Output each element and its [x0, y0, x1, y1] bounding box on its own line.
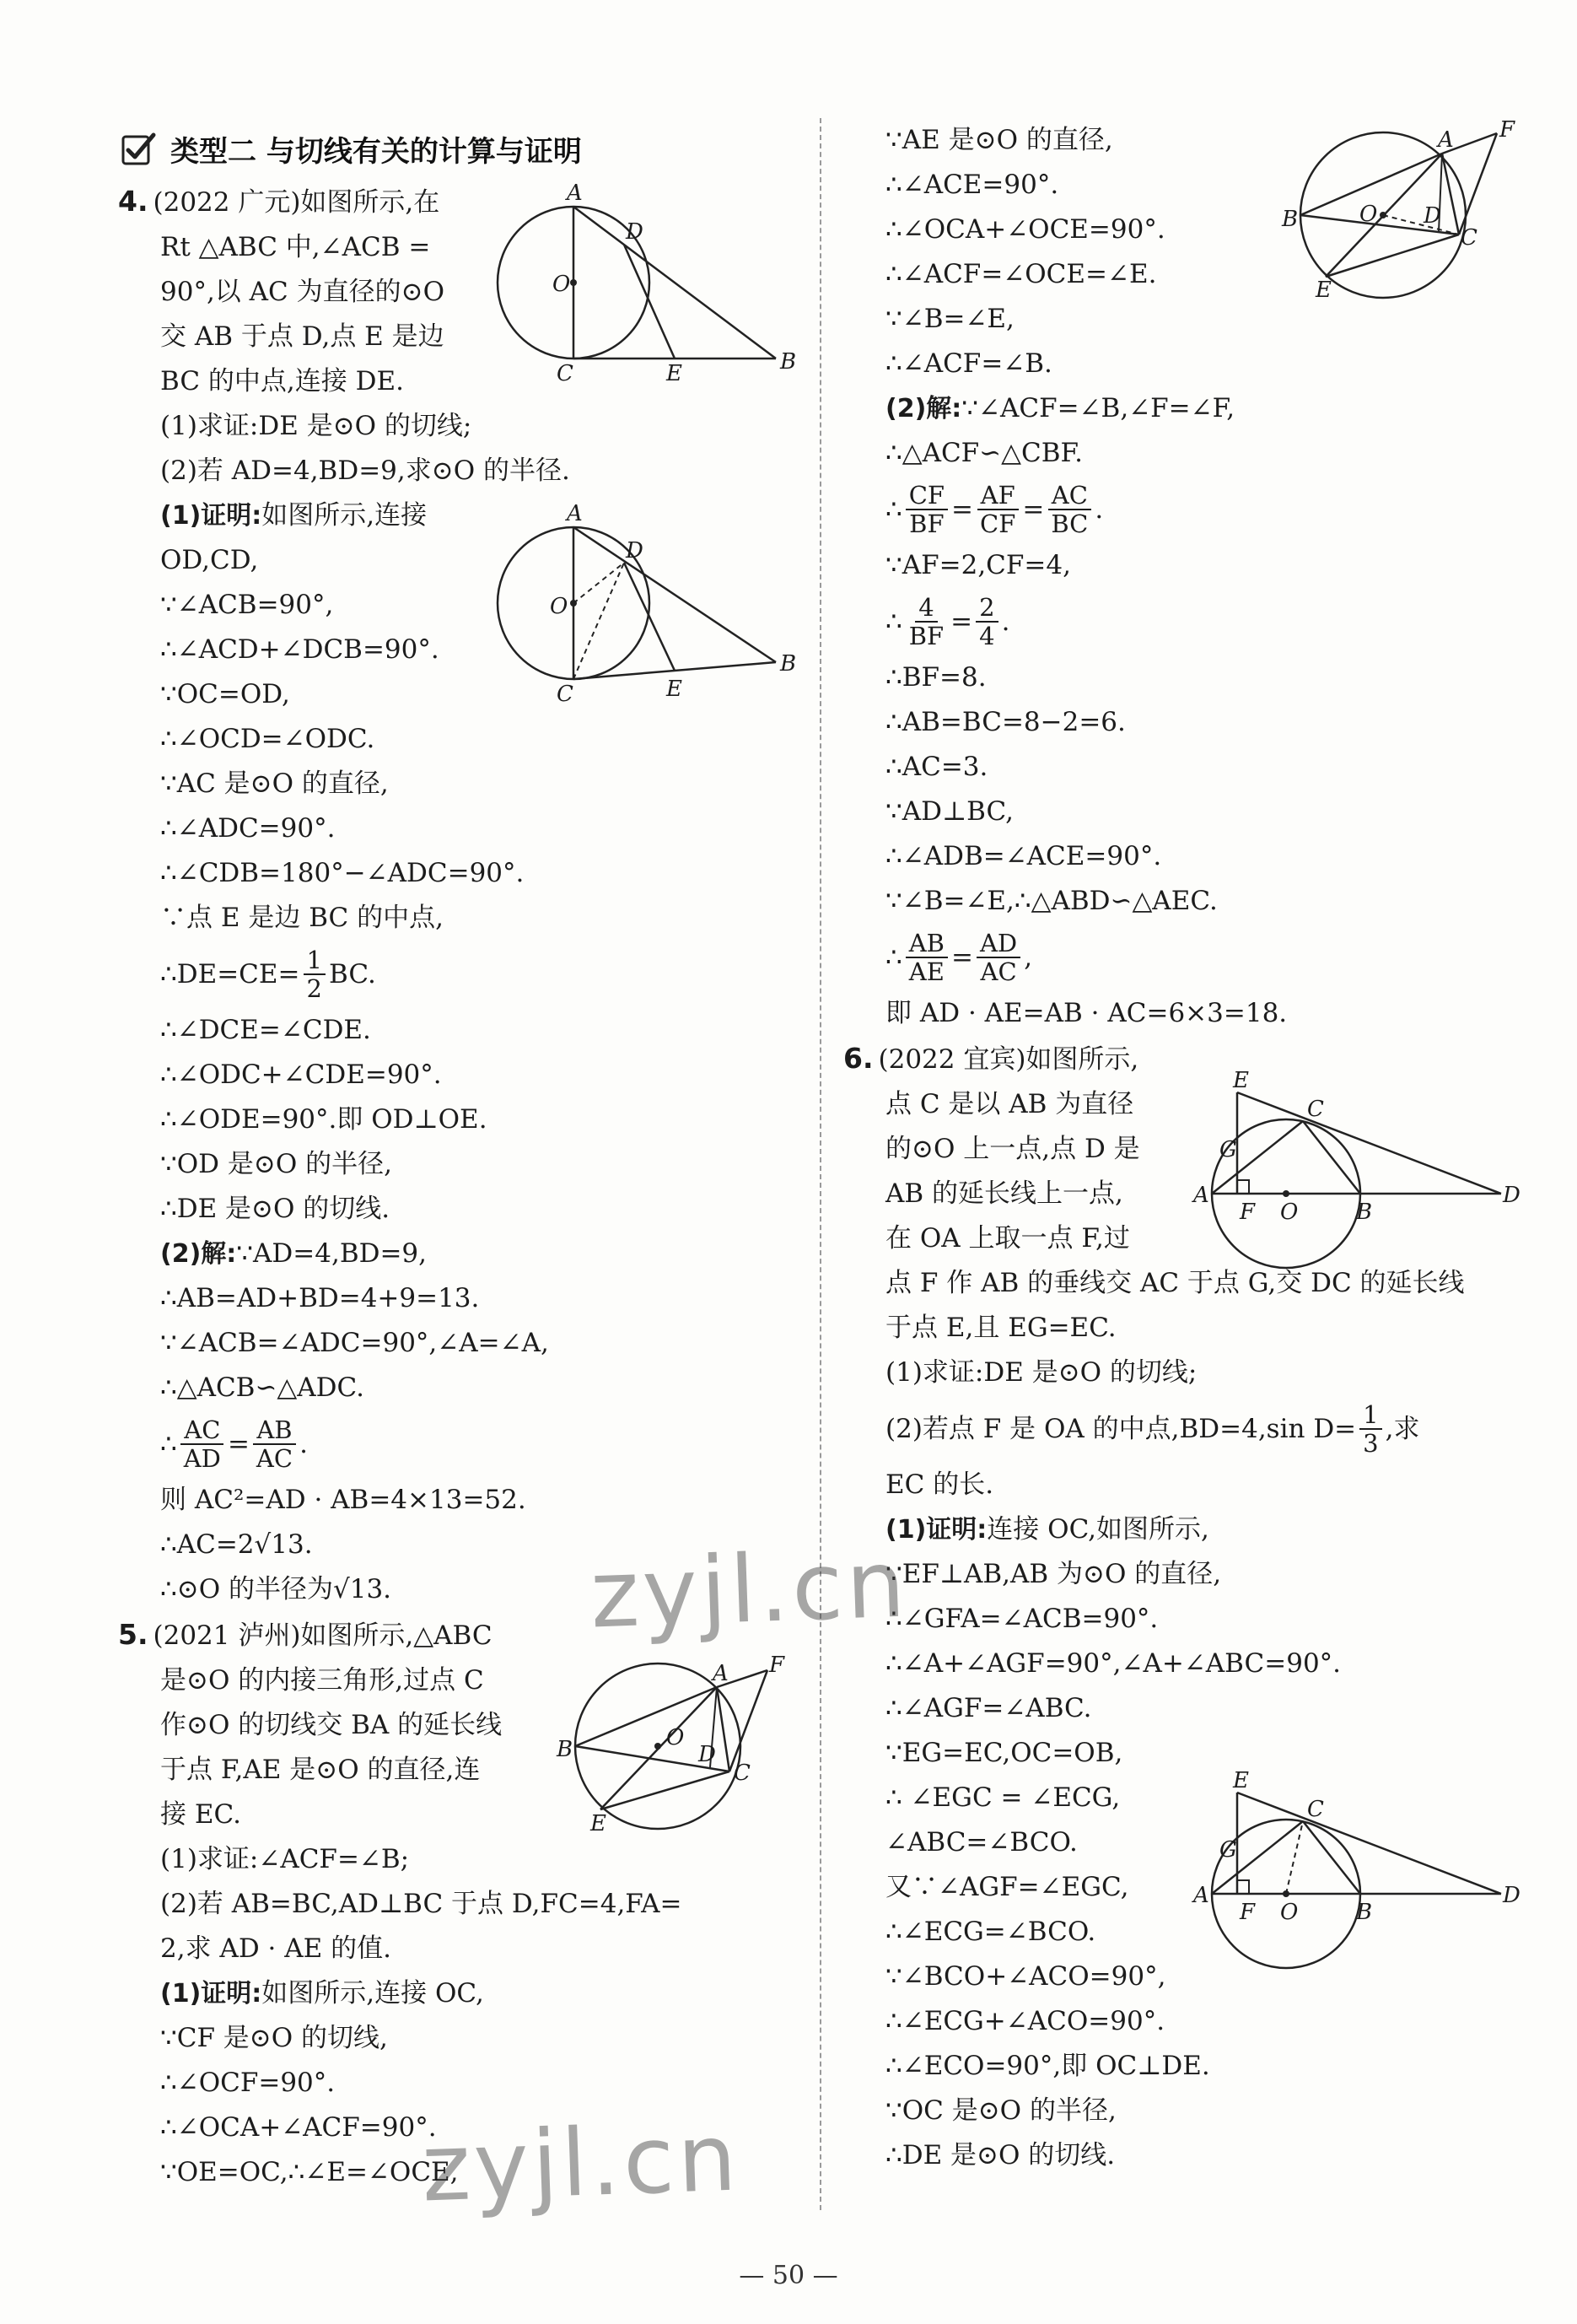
- fraction: [906, 594, 947, 650]
- text-line: [118, 1321, 810, 1366]
- solution-keyword: (1)证明:: [160, 501, 262, 531]
- text-line: [118, 1187, 810, 1232]
- svg-text:D: D: [1424, 203, 1441, 229]
- text-line: [843, 1395, 1518, 1463]
- line-text: ∵∠ACB=∠ADC=90°,∠A=∠A,: [160, 1328, 549, 1358]
- svg-text:O: O: [1280, 1200, 1299, 1225]
- line-text: ∴DE 是⊙O 的切线.: [160, 1194, 390, 1224]
- text-line: [843, 879, 1518, 924]
- line-text: ∵∠ACF=∠B,∠F=∠F,: [961, 393, 1235, 423]
- svg-text:B: B: [557, 1737, 573, 1762]
- svg-text:A: A: [567, 181, 583, 206]
- line-text: 连接 OC,如图所示,: [987, 1514, 1209, 1545]
- svg-text:A: A: [1438, 127, 1454, 153]
- svg-text:D: D: [1503, 1183, 1520, 1208]
- equals-sign: =: [1022, 493, 1045, 525]
- line-text: ∴∠ACD+∠DCB=90°.: [160, 634, 439, 665]
- text-line: [118, 1276, 810, 1321]
- text-line: [118, 762, 810, 806]
- line-text: ∴∠A+∠AGF=90°,∠A+∠ABC=90°.: [885, 1648, 1342, 1679]
- line-text: (1)求证:DE 是⊙O 的切线;: [160, 411, 472, 441]
- fraction-numerator: 1: [304, 946, 326, 975]
- text-line: [843, 655, 1518, 700]
- line-text: ∵∠B=∠E,∴△ABD∽△AEC.: [885, 886, 1218, 916]
- equals-sign: =: [227, 1428, 250, 1459]
- line-text-after: .: [299, 1428, 308, 1459]
- line-text: ∴∠OCA+∠ACF=90°.: [160, 2112, 437, 2143]
- svg-text:A: A: [1193, 1183, 1209, 1208]
- figure-problem6-solution: [1189, 1768, 1520, 1970]
- svg-text:O: O: [1359, 202, 1378, 227]
- line-text: ∵AD⊥BC,: [885, 796, 1014, 827]
- line-text: (1)求证:∠ACF=∠B;: [160, 1844, 410, 1874]
- text-line: [843, 700, 1518, 745]
- text-line: [843, 2133, 1518, 2178]
- fraction-numerator: AD: [977, 930, 1020, 958]
- line-text: (2)若 AB=BC,AD⊥BC 于点 D,FC=4,FA=: [160, 1889, 682, 1919]
- line-text: EC 的长.: [885, 1469, 994, 1500]
- solution-keyword: (2)解:: [885, 394, 962, 423]
- fraction-numerator: 1: [1359, 1401, 1381, 1430]
- text-line: [118, 851, 810, 896]
- svg-text:B: B: [780, 349, 797, 375]
- text-line: [118, 941, 810, 1008]
- equals-sign: =: [950, 606, 973, 637]
- fraction-denominator: 3: [1363, 1429, 1379, 1458]
- text-line: [118, 717, 810, 762]
- line-text: ∵AD=4,BD=9,: [236, 1238, 428, 1269]
- line-text: 2,求 AD · AE 的值.: [160, 1933, 391, 1964]
- text-line: [843, 1351, 1518, 1395]
- line-text: ∴∠OCD=∠ODC.: [160, 724, 375, 754]
- line-text: ∵AE 是⊙O 的直径,: [885, 125, 1113, 155]
- svg-text:E: E: [590, 1811, 606, 1836]
- svg-text:E: E: [666, 677, 682, 702]
- line-text-after: .: [1001, 606, 1010, 637]
- svg-text:C: C: [1307, 1097, 1324, 1122]
- text-line: [843, 1507, 1518, 1552]
- line-text: (2)若 AD=4,BD=9,求⊙O 的半径.: [160, 456, 570, 486]
- figure-problem4: [498, 181, 801, 386]
- svg-text:O: O: [666, 1725, 685, 1750]
- text-line: [118, 1837, 810, 1882]
- text-line: [843, 1306, 1518, 1351]
- line-text: (2)若点 F 是 OA 的中点,BD=4,sin D=: [885, 1413, 1357, 1444]
- text-line: [843, 342, 1518, 386]
- figure-problem5-solution: [1282, 117, 1518, 303]
- fraction-numerator: 4: [915, 594, 937, 623]
- line-text: 交 AB 于点 D,点 E 是边: [160, 321, 444, 352]
- line-text: ∵CF 是⊙O 的切线,: [160, 2023, 388, 2053]
- text-line: [118, 1971, 810, 2016]
- line-text: ∴∠CDB=180°−∠ADC=90°.: [160, 858, 525, 888]
- watermark: zyjl.cn: [419, 2103, 742, 2223]
- text-line: [843, 924, 1518, 991]
- line-text: 如图所示,连接: [261, 500, 428, 531]
- fraction: [253, 1416, 296, 1472]
- svg-text:C: C: [1307, 1797, 1324, 1822]
- svg-text:A: A: [1193, 1883, 1209, 1908]
- text-line: [843, 2044, 1518, 2089]
- figure-problem4-solution: [498, 501, 801, 707]
- svg-text:D: D: [1503, 1883, 1520, 1908]
- text-line: [843, 1552, 1518, 1597]
- fraction: [906, 482, 948, 537]
- fraction-numerator: AB: [906, 930, 948, 958]
- text-line: [118, 1008, 810, 1053]
- text-line: [843, 790, 1518, 834]
- fraction: [180, 1416, 224, 1472]
- svg-text:E: E: [1233, 1768, 1249, 1793]
- svg-text:O: O: [1280, 1900, 1299, 1925]
- watermark: zyjl.cn: [588, 1529, 911, 1649]
- text-line: [843, 543, 1518, 588]
- svg-text:D: D: [698, 1742, 716, 1767]
- text-line: [118, 896, 810, 941]
- line-text: ∵∠B=∠E,: [885, 304, 1015, 334]
- svg-text:B: B: [780, 651, 797, 677]
- page-number: — 50 —: [739, 2261, 838, 2290]
- equals-sign: =: [951, 493, 974, 525]
- problem-number: 6.: [843, 1042, 874, 1075]
- fraction-denominator: AC: [980, 957, 1017, 986]
- line-text: 是⊙O 的内接三角形,过点 C: [160, 1665, 484, 1696]
- line-text: ∴∠DCE=∠CDE.: [160, 1015, 371, 1045]
- text-line: [118, 1882, 810, 1927]
- fraction-denominator: 2: [306, 974, 322, 1003]
- fraction-denominator: AD: [183, 1444, 221, 1473]
- line-text: ∵AC 是⊙O 的直径,: [160, 768, 389, 799]
- solution-keyword: (1)证明:: [885, 1515, 988, 1545]
- line-text: ∴△ACB∽△ADC.: [160, 1372, 364, 1403]
- line-text: 点 F 作 AB 的垂线交 AC 于点 G,交 DC 的延长线: [885, 1268, 1465, 1298]
- line-text: OD,CD,: [160, 545, 259, 575]
- fraction-numerator: AC: [180, 1416, 223, 1445]
- text-line: [118, 2016, 810, 2061]
- line-text: (1)求证:DE 是⊙O 的切线;: [885, 1357, 1198, 1388]
- svg-text:E: E: [1316, 278, 1332, 303]
- line-text: 于点 F,AE 是⊙O 的直径,连: [160, 1755, 481, 1785]
- svg-text:C: C: [557, 361, 573, 386]
- left-column: [118, 118, 810, 2195]
- svg-text:C: C: [557, 682, 573, 707]
- text-line: [118, 1232, 810, 1276]
- line-text: ∴: [160, 1428, 177, 1459]
- line-text: (2022 宜宾)如图所示,: [878, 1044, 1139, 1075]
- line-text: ∴AB=BC=8−2=6.: [885, 707, 1126, 737]
- fraction-numerator: CF: [906, 482, 948, 510]
- fraction-numerator: AC: [1048, 482, 1091, 510]
- line-text: 作⊙O 的切线交 BA 的延长线: [160, 1710, 503, 1740]
- svg-text:E: E: [1233, 1068, 1249, 1093]
- line-text: ∴∠ADB=∠ACE=90°.: [885, 841, 1162, 871]
- fraction: [906, 930, 948, 985]
- svg-text:F: F: [1240, 1200, 1256, 1225]
- checkmark-icon: [118, 128, 159, 169]
- svg-text:C: C: [734, 1761, 751, 1786]
- text-line: [843, 1686, 1518, 1731]
- problem-number: 4.: [118, 185, 148, 218]
- line-text: ∵EG=EC,OC=OB,: [885, 1738, 1123, 1768]
- text-line: [843, 386, 1518, 431]
- svg-text:G: G: [1219, 1837, 1237, 1863]
- figure-problem5: [557, 1653, 793, 1839]
- text-line: [118, 1410, 810, 1478]
- line-text: ∴AC=3.: [885, 752, 988, 782]
- line-text: ∵OD 是⊙O 的半径,: [160, 1149, 392, 1179]
- text-line: [843, 297, 1518, 342]
- line-text: 在 OA 上取一点 F,过: [885, 1223, 1130, 1254]
- svg-text:F: F: [1499, 117, 1515, 143]
- text-line: [118, 1478, 810, 1523]
- text-line: [118, 2061, 810, 2106]
- fraction-denominator: BF: [909, 510, 945, 538]
- line-text: 又∵∠AGF=∠EGC,: [885, 1872, 1129, 1902]
- line-text: 则 AC²=AD · AB=4×13=52.: [160, 1485, 526, 1515]
- fraction: [1359, 1401, 1381, 1457]
- line-text: ∴AB=AD+BD=4+9=13.: [160, 1283, 480, 1313]
- line-text: AB 的延长线上一点,: [885, 1178, 1123, 1209]
- svg-text:A: A: [567, 501, 583, 526]
- line-text: ∴: [885, 941, 902, 973]
- text-line: [843, 1999, 1518, 2044]
- line-text: ∴⊙O 的半径为√13.: [160, 1574, 392, 1604]
- fraction-numerator: AF: [977, 482, 1019, 510]
- fraction-numerator: 2: [976, 594, 998, 623]
- section-title: [118, 118, 810, 179]
- svg-text:E: E: [666, 361, 682, 386]
- text-line: [118, 1053, 810, 1097]
- line-text: 的⊙O 上一点,点 D 是: [885, 1134, 1140, 1164]
- line-text: ∴BF=8.: [885, 662, 987, 693]
- text-line: [118, 806, 810, 851]
- line-text: ∵∠ACB=90°,: [160, 590, 334, 620]
- line-text: ∴∠ODC+∠CDE=90°.: [160, 1060, 442, 1090]
- svg-text:B: B: [1356, 1200, 1373, 1225]
- line-text: ∵∠BCO+∠ACO=90°,: [885, 1961, 1166, 1992]
- line-text: ∵OC 是⊙O 的半径,: [885, 2095, 1117, 2126]
- text-line: [843, 1597, 1518, 1642]
- line-text: ∴∠OCA+∠OCE=90°.: [885, 214, 1165, 245]
- fraction: [977, 482, 1019, 537]
- svg-text:A: A: [713, 1661, 729, 1686]
- line-text: ∴DE 是⊙O 的切线.: [885, 2140, 1116, 2170]
- line-text: 90°,以 AC 为直径的⊙O: [160, 277, 445, 307]
- text-line: [843, 1642, 1518, 1686]
- line-text: 即 AD · AE=AB · AC=6×3=18.: [885, 998, 1288, 1028]
- line-text: ∴∠ECO=90°,即 OC⊥DE.: [885, 2051, 1210, 2081]
- line-text: ∴: [885, 606, 902, 637]
- fraction-denominator: AC: [256, 1444, 293, 1473]
- line-text: ∴∠ACF=∠OCE=∠E.: [885, 259, 1157, 289]
- line-text: BC 的中点,连接 DE.: [160, 366, 404, 396]
- svg-text:F: F: [769, 1653, 785, 1678]
- line-text: ∵EF⊥AB,AB 为⊙O 的直径,: [885, 1559, 1222, 1589]
- line-text: 如图所示,连接 OC,: [261, 1978, 484, 2009]
- line-text: ∴∠ACE=90°.: [885, 170, 1059, 200]
- line-text: ∴△ACF∽△CBF.: [885, 438, 1084, 468]
- svg-text:O: O: [550, 594, 568, 619]
- text-line: [843, 476, 1518, 543]
- problem-number: 5.: [118, 1618, 148, 1651]
- line-text: ∴∠ECG=∠BCO.: [885, 1917, 1096, 1947]
- fraction: [304, 946, 326, 1002]
- fraction: [977, 930, 1020, 985]
- figure-problem6: [1189, 1068, 1520, 1270]
- line-text: ∵点 E 是边 BC 的中点,: [160, 903, 444, 933]
- svg-text:G: G: [1219, 1137, 1237, 1162]
- line-text: (2022 广元)如图所示,在: [153, 187, 440, 218]
- line-text: ∵OE=OC,∴∠E=∠OCE,: [160, 2157, 459, 2187]
- text-line: [118, 1142, 810, 1187]
- fraction: [976, 594, 998, 650]
- svg-text:C: C: [1461, 225, 1477, 251]
- section-title-text: 类型二 与切线有关的计算与证明: [170, 134, 582, 169]
- solution-keyword: (2)解:: [160, 1239, 237, 1269]
- text-line: [843, 1731, 1518, 1776]
- line-text: ∴∠ACF=∠B.: [885, 348, 1052, 379]
- line-text: ∴∠ODE=90°.即 OD⊥OE.: [160, 1104, 487, 1135]
- line-text: ∴ ∠EGC = ∠ECG,: [885, 1782, 1121, 1813]
- fraction-denominator: CF: [980, 510, 1016, 538]
- line-text: ∴∠ADC=90°.: [160, 813, 336, 844]
- text-line: [118, 1366, 810, 1410]
- line-text-after: .: [1095, 493, 1104, 525]
- fraction-denominator: AE: [908, 957, 945, 986]
- fraction: [1047, 482, 1091, 537]
- line-text: ∵OC=OD,: [160, 679, 290, 709]
- text-line: [843, 2089, 1518, 2133]
- text-line: [118, 1097, 810, 1142]
- svg-text:O: O: [552, 272, 571, 297]
- line-text: 接 EC.: [160, 1799, 241, 1830]
- line-text: ∴∠GFA=∠ACB=90°.: [885, 1604, 1159, 1634]
- text-line: [843, 834, 1518, 879]
- svg-text:B: B: [1356, 1900, 1373, 1925]
- svg-text:B: B: [1282, 207, 1299, 232]
- text-line: [843, 745, 1518, 790]
- text-line: [118, 1927, 810, 1971]
- svg-text:D: D: [626, 219, 643, 245]
- line-text-after: ,求: [1385, 1413, 1420, 1444]
- equals-sign: =: [951, 941, 973, 973]
- line-text: ∵AF=2,CF=4,: [885, 550, 1071, 580]
- line-text: ∴AC=2√13.: [160, 1529, 313, 1560]
- fraction-denominator: BC: [1051, 510, 1089, 538]
- solution-keyword: (1)证明:: [160, 1979, 262, 2009]
- text-line: [118, 404, 810, 449]
- svg-text:D: D: [626, 538, 643, 563]
- svg-text:F: F: [1240, 1900, 1256, 1925]
- text-line: [843, 991, 1518, 1036]
- line-text: ∴∠OCF=90°.: [160, 2068, 336, 2098]
- line-text: 于点 E,且 EG=EC.: [885, 1313, 1117, 1343]
- text-line: [843, 588, 1518, 655]
- text-line: [118, 449, 810, 493]
- text-line: [843, 1463, 1518, 1507]
- text-line: [843, 431, 1518, 476]
- fraction-denominator: 4: [979, 622, 995, 650]
- line-text: ∴∠AGF=∠ABC.: [885, 1693, 1092, 1723]
- line-text: ∠ABC=∠BCO.: [885, 1827, 1078, 1858]
- line-text: ∴: [885, 493, 902, 525]
- line-text: ∴DE=CE=: [160, 958, 300, 989]
- line-text: 点 C 是以 AB 为直径: [885, 1089, 1134, 1119]
- line-text-after: ,: [1024, 941, 1033, 973]
- line-text: Rt △ABC 中,∠ACB =: [160, 232, 431, 262]
- line-text: ∴∠ECG+∠ACO=90°.: [885, 2006, 1165, 2036]
- column-divider: [820, 118, 821, 2210]
- line-text-after: BC.: [328, 958, 376, 989]
- fraction-numerator: AB: [253, 1416, 295, 1445]
- line-text: (2021 泸州)如图所示,△ABC: [153, 1620, 492, 1651]
- fraction-denominator: BF: [908, 622, 945, 650]
